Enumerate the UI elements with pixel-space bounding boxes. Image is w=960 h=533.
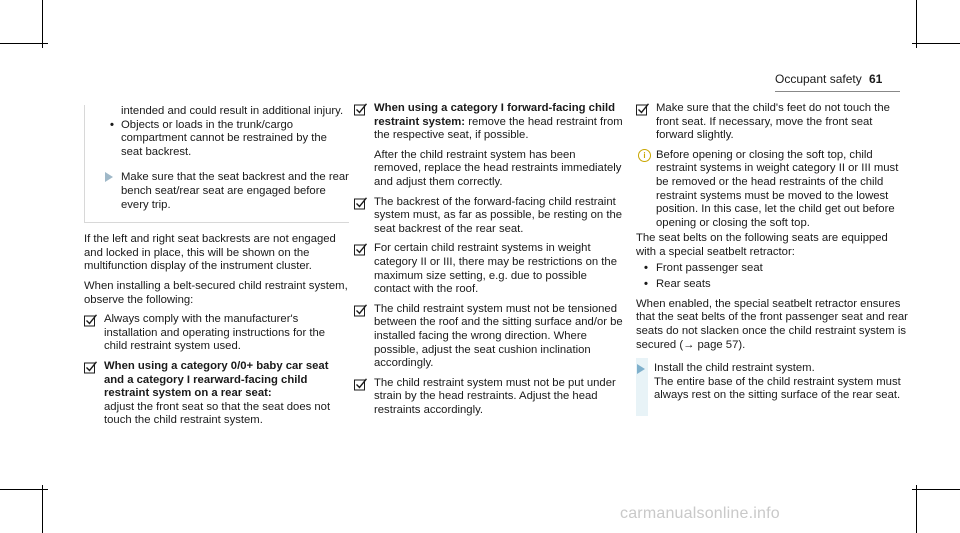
checklist-text: The child restraint system must not be put under strain by the head restraints. Adjust the head restraints accordingly. [374, 376, 616, 416]
section-title: Occupant safety [775, 72, 862, 86]
bullet-icon: • [110, 118, 114, 131]
info-icon: i [638, 149, 651, 162]
list-item [636, 278, 908, 292]
arrow-right-icon [105, 172, 113, 182]
checklist-heading: When using a category I forward-facing child restraint system: [374, 102, 616, 128]
checklist-item [354, 303, 624, 371]
checklist-text: The backrest of the forward-facing child restraint system must, as far as possible, be resting on the seat backrest of the rear seat. [374, 195, 623, 235]
bullet-icon: • [644, 261, 648, 274]
checklist-text: remove the head restraint from the respective seat, if possible. [374, 115, 623, 142]
list-item [85, 119, 349, 160]
column-middle [354, 102, 624, 417]
checkbox-icon [354, 243, 367, 256]
step-text: The entire base of the child restraint system must always rest on the sitting surface of the rear seat. [654, 375, 901, 402]
arrow-right-icon [637, 364, 645, 374]
list-item-text: Rear seats [656, 278, 711, 291]
paragraph: If the left and right seat backrests are not engaged and locked in place, this will be shown on the multifunction display of the instrument cluster. [84, 233, 336, 273]
crop-mark [0, 489, 48, 490]
checklist-text: For certain child restraint systems in weight category II or III, there may be restrictions on the maximum size setting, e.g. due to possible contact with the roof. [374, 242, 617, 296]
checklist-heading: When using a category 0/0+ baby car seat and a category I rearward-facing child restraint system on a rear seat: [104, 359, 329, 400]
instruction-step [636, 362, 908, 403]
paragraph: When enabled, the special seatbelt retractor ensures that the seat belts of the front passenger seat and rear seats do not slacken once the child restraint system is secured (→ page 57). [636, 297, 908, 351]
column-right [636, 102, 908, 403]
checklist-item [636, 102, 908, 143]
checklist-text: After the child restraint system has been removed, replace the head restraints immediately and adjust them correctly. [374, 148, 622, 188]
crop-mark [0, 43, 48, 44]
checkbox-icon [354, 103, 367, 116]
bullet-icon: • [644, 278, 648, 291]
header-rule [775, 91, 900, 92]
watermark: carmanualsonline.info [620, 505, 780, 522]
list-item [636, 262, 908, 276]
info-note [636, 149, 908, 231]
checkbox-icon [354, 378, 367, 391]
checklist-item [354, 102, 624, 190]
checklist-item [84, 313, 349, 354]
info-text: Before opening or closing the soft top, child restraint systems in weight category II or III must be removed or the head restraints of the child restraint systems must be moved to the lowest position. In this case, let the child get out before opening or closing the soft top. [656, 148, 899, 229]
checkbox-icon [354, 304, 367, 317]
checklist-text: Always comply with the manufacturer's installation and operating instructions for the child restraint system used. [104, 313, 326, 353]
checkbox-icon [84, 361, 97, 374]
column-left [84, 105, 349, 428]
step-title: Install the child restraint system. [654, 362, 815, 375]
checklist-item [84, 360, 349, 428]
page-number: 61 [869, 72, 883, 86]
checklist-item [354, 196, 624, 237]
paragraph: When installing a belt-secured child restraint system, observe the following: [84, 279, 348, 306]
crop-mark [42, 485, 43, 533]
checkbox-icon [636, 103, 649, 116]
checklist-item [354, 377, 624, 418]
box-intro-text: intended and could result in additional injury. [121, 105, 344, 117]
warning-box-continued [84, 105, 349, 223]
crop-mark [916, 0, 917, 48]
paragraph: The seat belts on the following seats are equipped with a special seatbelt retractor: [636, 232, 888, 258]
checkbox-icon [84, 314, 97, 327]
crop-mark [42, 0, 43, 48]
list-item-text: Objects or loads in the trunk/cargo compartment cannot be restrained by the seat backrest. [121, 118, 327, 158]
crop-mark [912, 43, 960, 44]
crop-mark [916, 485, 917, 533]
checklist-item [354, 242, 624, 296]
checklist-text: adjust the front seat so that the seat does not touch the child restraint system. [104, 400, 331, 427]
list-item-text: Front passenger seat [656, 261, 763, 274]
instruction-item [85, 171, 349, 212]
checklist-text: Make sure that the child's feet do not touch the front seat. If necessary, move the front seat forward slightly. [656, 102, 890, 142]
instruction-text: Make sure that the seat backrest and the rear bench seat/rear seat are engaged before every trip. [121, 171, 349, 211]
page-header [775, 72, 895, 88]
checklist-text: The child restraint system must not be tensioned between the roof and the sitting surface and/or be installed facing the wrong direction. Where possible, adjust the seat cushion inclination accordingly. [374, 302, 623, 370]
crop-mark [912, 489, 960, 490]
checkbox-icon [354, 197, 367, 210]
